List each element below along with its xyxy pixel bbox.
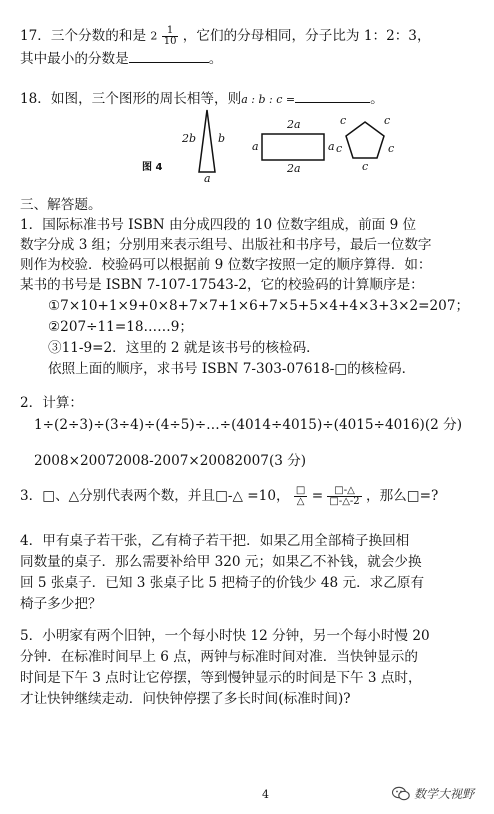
triangle-shape	[199, 110, 215, 172]
triangle-side-label: 2b	[182, 132, 197, 145]
problem-1-task: 依照上面的顺序，求书号 ISBN 7-303-07618-□的核检码．	[48, 361, 416, 377]
fraction-numerator: 1	[162, 26, 179, 37]
q18-lead: 18．如图，三个图形的周长相等，则	[20, 91, 242, 107]
problem-4-line: 回 5 张桌子．已知 3 张桌子比 5 把椅子的价钱少 48 元．求乙原有	[20, 575, 425, 591]
answer-blank[interactable]	[295, 90, 370, 103]
fraction-numerator: □	[295, 485, 306, 496]
problem-5-line: 才让快钟继续走动．问快钟停摆了多长时间(标准时间)?	[20, 691, 351, 707]
equals-sign: =	[311, 488, 324, 504]
q17-lead: 17．三个分数的和是	[20, 28, 147, 44]
pentagon-side-label: c	[388, 142, 395, 155]
q17-line2-text: 其中最小的分数是	[20, 51, 129, 67]
fraction-lhs	[294, 486, 307, 507]
pentagon-side-label: c	[336, 142, 343, 155]
problem-4-line: 4．甲有桌子若干张，乙有椅子若干把．如果乙用全部椅子换回相	[20, 533, 410, 549]
answer-blank[interactable]	[129, 50, 209, 63]
problem-1-line: 1．国际标准书号 ISBN 由分成四段的 10 位数字组成，前面 9 位	[20, 217, 417, 233]
problem-3-line	[20, 486, 438, 507]
ratio-expression: a : b : c =	[241, 93, 296, 106]
pentagon-side-label: c	[384, 114, 391, 127]
mixed-whole: 2	[150, 29, 158, 43]
rectangle-top-label: 2a	[287, 118, 301, 131]
watermark-text: 数学大视野	[414, 787, 475, 801]
problem-1-step: ①7×10+1×9+0×8+7×7+1×6+7×5+5×4+4×3+3×2=207；	[48, 298, 470, 314]
pentagon-shape	[346, 122, 384, 158]
fraction-denominator: □-△-2	[329, 496, 360, 507]
page-number: 4	[262, 788, 269, 801]
figure-label: 图 4	[142, 162, 163, 173]
q18-end: 。	[370, 91, 384, 107]
question-17-line1	[20, 26, 431, 47]
problem-3-tail: ，那么□=?	[366, 488, 439, 504]
figure-4	[140, 104, 400, 185]
figure-shapes	[140, 104, 400, 180]
triangle-base-label: a	[204, 172, 211, 185]
rectangle-right-label: a	[328, 140, 335, 153]
triangle-side-right-label: b	[218, 132, 226, 145]
pentagon-side-label: c	[362, 160, 369, 173]
rectangle-bottom-label: 2a	[287, 162, 301, 175]
problem-1-line: 则作为校验．校验码可以根据前 9 位数字按照一定的顺序算得．如：	[20, 257, 432, 273]
pentagon-side-label: c	[340, 114, 347, 127]
q17-end: 。	[208, 51, 223, 67]
rectangle-left-label: a	[252, 140, 259, 153]
problem-2-expression-1: 1÷(2÷3)÷(3÷4)÷(4÷5)÷…÷(4014÷4015)÷(4015÷4016)(2 分)	[34, 417, 463, 433]
problem-4-line: 椅子多少把？	[20, 596, 102, 612]
problem-1-line: 数字分成 3 组；分别用来表示组号、出版社和书序号，最后一位数字	[20, 237, 432, 253]
watermark	[392, 785, 474, 802]
wechat-icon	[392, 786, 410, 801]
fraction-rhs	[327, 486, 361, 507]
fraction-numerator: □-△	[327, 486, 361, 497]
fraction	[162, 26, 179, 47]
problem-4-line: 同数量的桌子．那么需要补给甲 320 元；如果乙不补钱，就会少换	[20, 554, 422, 570]
problem-2-expression-2: 2008×20072008-2007×20082007(3 分)	[34, 453, 307, 469]
mixed-fraction	[150, 26, 178, 47]
fraction-denominator: 10	[163, 36, 177, 47]
problem-2-title: 2．计算：	[20, 395, 84, 411]
problem-1-step: ②207÷11=18……9；	[48, 319, 193, 335]
q17-tail: ，它们的分母相同，分子比为 1：2：3，	[182, 28, 431, 44]
problem-5-line: 5．小明家有两个旧钟，一个每小时快 12 分钟，另一个每小时慢 20	[20, 628, 430, 644]
problem-5-line: 时间是下午 3 点时让它停摆，等到慢钟显示的时间是下午 3 点时，	[20, 670, 422, 686]
section-heading: 三、解答题。	[20, 197, 102, 213]
problem-1-step: ③11-9=2．这里的 2 就是该书号的核检码．	[48, 340, 320, 356]
rectangle-shape	[262, 134, 324, 160]
problem-5-line: 分钟．在标准时间早上 6 点，两钟与标准时间对准．当快钟显示的	[20, 649, 418, 665]
problem-1-line: 某书的书号是 ISBN 7-107-17543-2，它的校验码的计算顺序是：	[20, 277, 424, 293]
fraction-denominator: △	[296, 496, 305, 507]
problem-3-lead: 3．□、△分别代表两个数，并且□-△ =10，	[20, 488, 290, 504]
question-17-line2	[20, 50, 222, 68]
